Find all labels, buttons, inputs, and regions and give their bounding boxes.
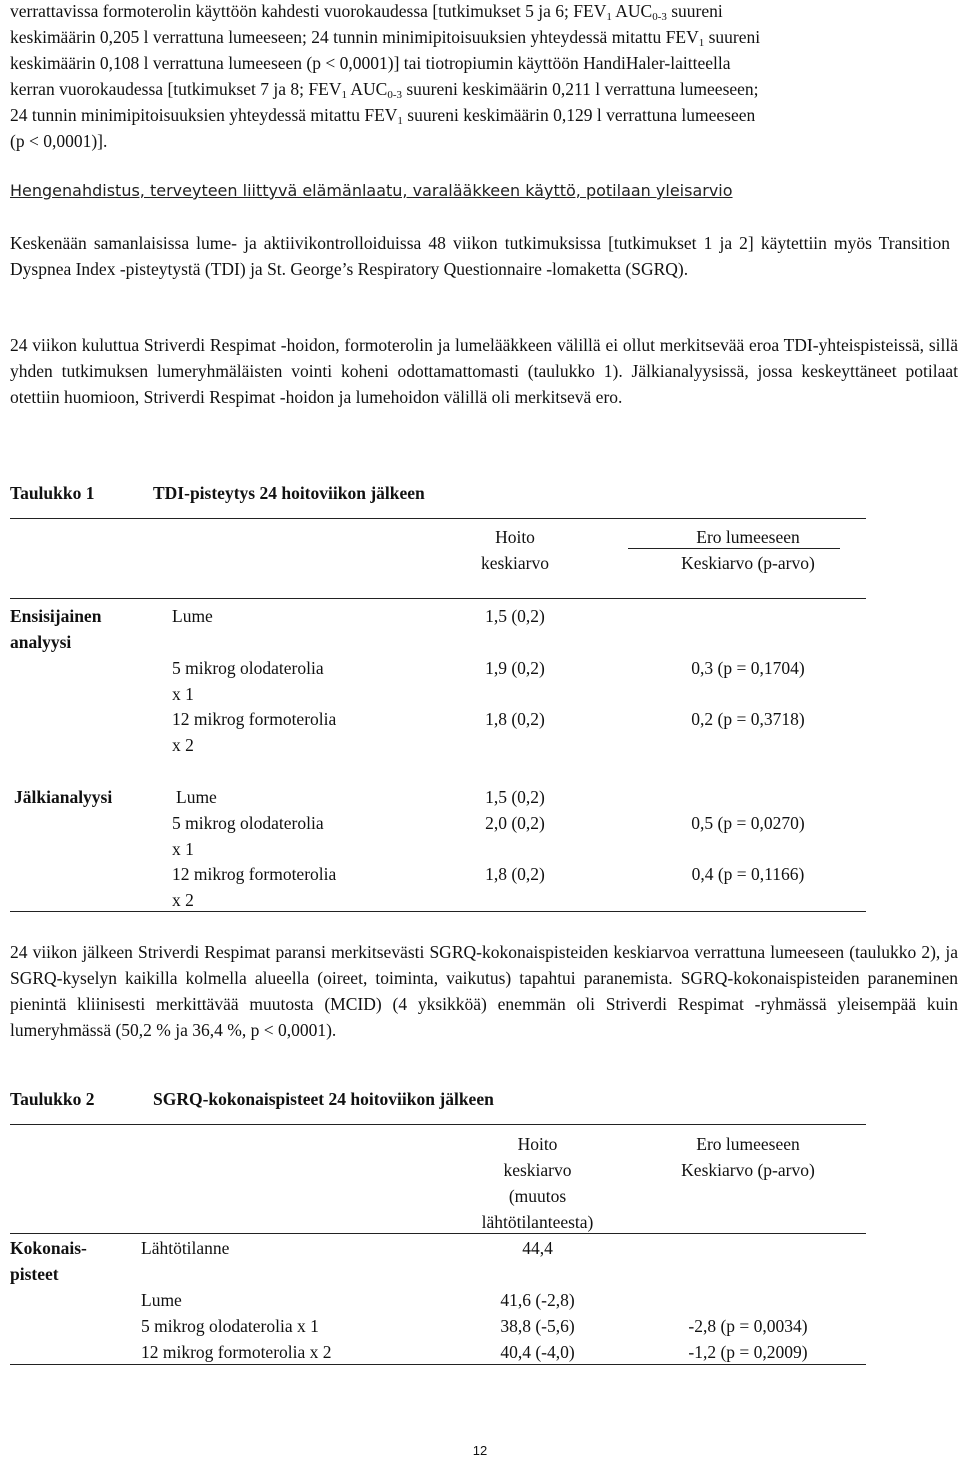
table-2-bottom-rule: [10, 1364, 866, 1365]
table-cell-diff: 0,2 (p = 0,3718): [691, 709, 805, 729]
table-1-bottom-rule: [10, 911, 866, 912]
table-1-label: Taulukko 1: [10, 483, 95, 503]
table-row: 12 mikrog formoterolia x 2: [172, 864, 337, 910]
table-row: Lume: [176, 787, 217, 807]
table-cell-diff: 0,5 (p = 0,0270): [691, 813, 805, 833]
intro-line-5: 24 tunnin minimipitoisuuksien yhteydessä mitattu $FEV_1$ suureni keskimäärin 0,129 l verrattuna lumeeseen: [10, 105, 756, 127]
table-cell-mean: 1,5 (0,2): [485, 787, 545, 807]
table-cell-mean: 44,4: [522, 1238, 553, 1258]
table-cell-mean: 1,8 (0,2): [485, 709, 545, 729]
table-cell-mean: 1,8 (0,2): [485, 864, 545, 884]
intro-line-4: kerran vuorokaudessa [tutkimukset 7 ja 8; $FEV_1$ $AUC_{0-3}$ suureni keskimäärin 0,211 l verrattuna lumeeseen;: [10, 79, 759, 101]
page-number: 12: [472, 1443, 488, 1458]
table-1-title: TDI-pisteytys 24 hoitoviikon jälkeen: [153, 483, 425, 503]
intro-line-1: verrattavissa formoterolin käyttöön kahdesti vuorokaudessa [tutkimukset 5 ja 6; $FEV_1$ $AUC_{0-3}$ suureni: [10, 1, 723, 23]
table-row: Lähtötilanne: [141, 1238, 230, 1258]
table-2-col-diff: Ero lumeeseen Keskiarvo (p-arvo): [681, 1134, 815, 1180]
table-cell-mean: 41,6 (-2,8): [500, 1290, 575, 1310]
table-2-top-rule: [10, 1124, 866, 1125]
table-cell-diff: -2,8 (p = 0,0034): [688, 1316, 808, 1336]
table-cell-mean: 2,0 (0,2): [485, 813, 545, 833]
table-2-label: Taulukko 2: [10, 1089, 95, 1109]
table-cell-diff: -1,2 (p = 0,2009): [688, 1342, 808, 1362]
intro-line-6: (p < 0,0001)].: [10, 131, 108, 151]
table-cell-diff: 0,3 (p = 0,1704): [691, 658, 805, 678]
table-2-header-rule: [10, 1233, 866, 1234]
intro-line-2: keskimäärin 0,205 l verrattuna lumeeseen; 24 tunnin minimipitoisuuksien yhteydessä mitattu $FEV_1$ suureni: [10, 27, 761, 49]
paragraph-sgrq-results: 24 viikon jälkeen Striverdi Respimat paransi merkitsevästi SGRQ-kokonaispisteiden keskiarvoa verrattuna lumeeseen (taulukko 2), ja SGRQ-kyselyn kaikilla kolmella alueella (oireet, toiminta, vaikutus) tapahtui paranemista. SGRQ-kokonaispisteiden paraneminen pienintä kliinisesti merkittävää muutosta (MCID) (4 yksikköä) enemmän oli Striverdi Respimat -ryhmässä yleisempää kuin lumeryhmässä (50,2 % ja 36,4 %, p < 0,0001).: [10, 942, 958, 1040]
table-1-group-primary: Ensisijainen analyysi: [10, 606, 102, 652]
table-1-col-treatment: Hoito keskiarvo: [480, 527, 550, 573]
table-2-title: SGRQ-kokonaispisteet 24 hoitoviikon jälkeen: [153, 1089, 494, 1109]
paragraph-tdi-sgrq-intro: Keskenään samanlaisissa lume- ja aktiivikontrolloiduissa 48 viikon tutkimuksissa [tutkimukset 1 ja 2] käytettiin myös Transition Dyspnea Index -pisteytystä (TDI) ja St. George’s Respiratory Questionnaire -lomaketta (SGRQ).: [10, 233, 950, 279]
table-row: 5 mikrog olodaterolia x 1: [141, 1316, 319, 1336]
intro-line-3: keskimäärin 0,108 l verrattuna lumeeseen (p < 0,0001)] tai tiotropiumin käyttöön HandiHaler-laitteella: [10, 53, 731, 73]
table-row: Lume: [141, 1290, 182, 1310]
table-cell-mean: 1,9 (0,2): [485, 658, 545, 678]
table-2-col-treatment: Hoito keskiarvo (muutos lähtötilanteesta): [481, 1134, 594, 1232]
table-cell-mean: 38,8 (-5,6): [500, 1316, 575, 1336]
table-1-group-post-hoc: Jälkianalyysi: [14, 787, 113, 807]
table-row: 12 mikrog formoterolia x 2: [172, 709, 337, 755]
table-cell-diff: 0,4 (p = 0,1166): [691, 864, 805, 884]
intro-paragraph: [10, 0, 958, 154]
table-1-top-rule: [10, 518, 866, 519]
table-row: 5 mikrog olodaterolia x 1: [172, 658, 324, 704]
table-1-col-diff: Ero lumeeseen Keskiarvo (p-arvo): [681, 527, 815, 573]
table-row: Lume: [172, 606, 213, 626]
table-row: 5 mikrog olodaterolia x 1: [172, 813, 324, 859]
table-2-group-total: Kokonais- pisteet: [10, 1238, 87, 1284]
table-cell-mean: 1,5 (0,2): [485, 606, 545, 626]
paragraph-tdi-results: 24 viikon kuluttua Striverdi Respimat -hoidon, formoterolin ja lumelääkkeen välillä ei ollut merkitsevää eroa TDI-yhteispisteissä, sillä yhden tutkimuksen lumeryhmäläisten vointi koheni odottamattomasti (taulukko 1). Jälkianalyysissä, jossa keskeyttäneet potilaat otettiin huomioon, Striverdi Respimat -hoidon ja lumehoidon välillä oli merkitsevä ero.: [10, 335, 958, 407]
table-cell-mean: 40,4 (-4,0): [500, 1342, 575, 1362]
section-title: Hengenahdistus, terveyteen liittyvä elämänlaatu, varalääkkeen käyttö, potilaan yleisarvio: [10, 181, 733, 200]
table-row: 12 mikrog formoterolia x 2: [141, 1342, 332, 1362]
table-1-header-rule: [10, 598, 866, 599]
